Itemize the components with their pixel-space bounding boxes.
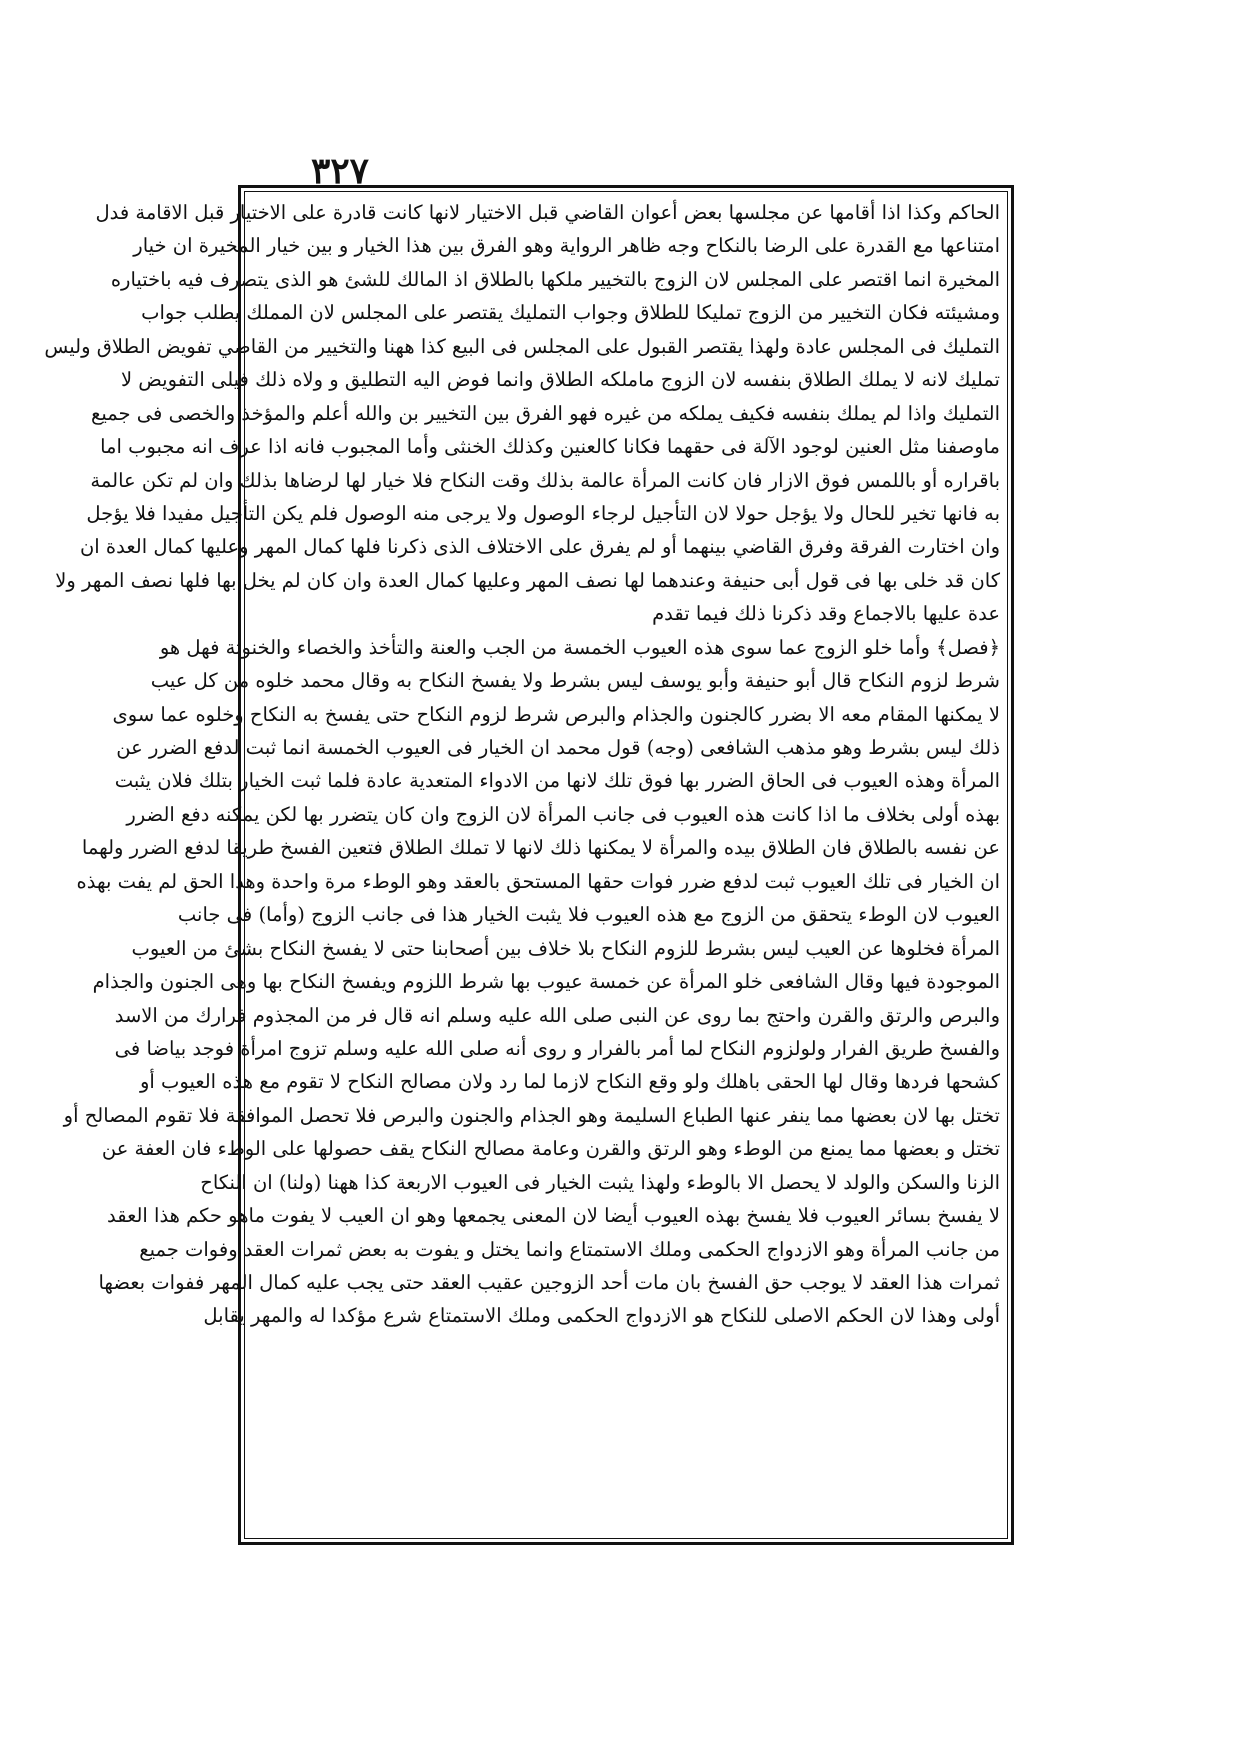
text-line: عدة عليها بالاجماع وقد ذكرنا ذلك فيما تقدم xyxy=(652,602,1000,626)
text-line: امتناعها مع القدرة على الرضا بالنكاح وجه ظاهر الرواية وهو الفرق بين هذا الخيار و بين خيار المخيرة ان خيار xyxy=(133,234,1000,258)
text-line: المرأة وهذه العيوب فى الحاق الضرر بها فوق تلك لانها من الادواء المتعدية عادة فلما ثبت الخيار بتلك فلان يثبت xyxy=(114,769,1000,793)
text-line: به فانها تخير للحال ولا يؤجل حولا لان التأجيل لرجاء الوصول ولا يرجى منه الوصول فلم يكن التأجيل مفيدا فلا يؤجل xyxy=(86,501,1000,525)
text-body xyxy=(44,196,1002,1534)
text-line: تختل و بعضها مما يمنع من الوطء وهو الرتق والقرن وعامة مصالح النكاح يقف حصولها على الوطء فان العفة عن xyxy=(101,1137,1000,1161)
text-line: ثمرات هذا العقد لا يوجب حق الفسخ بان مات أحد الزوجين عقيب العقد حتى يجب عليه كمال المهر ففوات بعضها xyxy=(98,1271,1000,1294)
text-line: تختل بها لان بعضها مما ينفر عنها الطباع السليمة وهو الجذام والجنون والبرص فلا تحصل الموافقة فلا تقوم المصالح أو xyxy=(63,1103,1000,1127)
text-line: العيوب لان الوطء يتحقق من الزوج مع هذه العيوب فلا يثبت الخيار هذا فى جانب الزوج (وأما) فى جانب xyxy=(177,903,1000,927)
text-line: أولى وهذا لان الحكم الاصلى للنكاح هو الازدواج الحكمى وملك الاستمتاع شرع مؤكدا له والمهر يقابل xyxy=(203,1304,1000,1328)
text-line: والبرص والرتق والقرن واحتج بما روى عن النبى صلى الله عليه وسلم انه قال فر من المجذوم فرارك من الاسد xyxy=(114,1003,1000,1027)
text-line: تمليك لانه لا يملك الطلاق بنفسه لان الزوج ماملكه الطلاق وانما فوض اليه التطليق و ولاه ذلك فيلى التفويض لا xyxy=(120,368,1000,392)
text-line: كان قد خلى بها فى قول أبى حنيفة وعندهما لها نصف المهر وعليها كمال العدة وان كان لم يخل بها فلها نصف المهر ولا xyxy=(55,568,1000,592)
text-line: ان الخيار فى تلك العيوب ثبت لدفع ضرر فوات حقها المستحق بالعقد وهو الوطء مرة واحدة وهذا الحق لم يفت بهذه xyxy=(76,869,1000,893)
text-line: كشحها فردها وقال لها الحقى باهلك ولو وقع النكاح لازما لما رد ولان مصالح النكاح لا تقوم مع هذه العيوب أو xyxy=(139,1070,1000,1094)
text-line: بهذه أولى بخلاف ما اذا كانت هذه العيوب فى جانب المرأة لان الزوج وان كان يتضرر بها لكن يمكنه دفع الضرر xyxy=(126,802,1000,826)
text-line: والفسخ طريق الفرار ولولزوم النكاح لما أمر بالفرار و روى أنه صلى الله عليه وسلم تزوج امرأة فوجد بياضا فى xyxy=(114,1036,1000,1060)
text-line: التمليك واذا لم يملك بنفسه فكيف يملكه من غيره فهو الفرق بين التخيير بن والله أعلم والمؤخذ والخصى فى جميع xyxy=(91,401,1000,425)
text-line: المخيرة انما اقتصر على المجلس لان الزوج بالتخيير ملكها بالطلاق اذ المالك للشئ هو الذى يتصرف فيه باختياره xyxy=(110,267,1000,291)
text-line: الزنا والسكن والولد لا يحصل الا بالوطء ولهذا يثبت الخيار فى العيوب الاربعة كذا ههنا (ولنا) ان النكاح xyxy=(200,1170,1000,1194)
text-line: الموجودة فيها وقال الشافعى خلو المرأة عن خمسة عيوب بها شرط اللزوم ويفسخ النكاح بها وهى الجنون والجذام xyxy=(92,970,1000,994)
text-line: ماوصفنا مثل العنين لوجود الآلة فى حقهما فكانا كالعنين وكذلك الخنثى وأما المجبوب فانه اذا عرف انه مجبوب اما xyxy=(100,435,1000,459)
section-heading-line: ﴿فصل﴾ وأما خلو الزوج عما سوى هذه العيوب الخمسة من الجب والعنة والتأخذ والخصاء والخنوثة فهل هو xyxy=(159,635,1000,659)
text-line: التمليك فى المجلس عادة ولهذا يقتصر القبول على المجلس فى البيع كذا ههنا والتخيير من القاضي تفويض الطلاق وليس xyxy=(44,334,1000,358)
text-line: وان اختارت الفرقة وفرق القاضي بينهما أو لم يفرق على الاختلاف الذى ذكرنا فلها كمال المهر وعليها كمال العدة ان xyxy=(79,535,1000,559)
text-line: ذلك ليس بشرط وهو مذهب الشافعى (وجه) قول محمد ان الخيار فى العيوب الخمسة انما ثبت لدفع الضرر عن xyxy=(116,736,1000,759)
text-line: الحاكم وكذا اذا أقامها عن مجلسها بعض أعوان القاضي قبل الاختيار لانها كانت قادرة على الاختيار قبل الاقامة فدل xyxy=(95,201,1000,224)
text-line: عن نفسه بالطلاق فان الطلاق بيده والمرأة لا يمكنها ذلك لانها لا تملك الطلاق فتعين الفسخ طريقا لدفع الضرر ولهما xyxy=(81,836,1000,860)
text-line: من جانب المرأة وهو الازدواج الحكمى وملك الاستمتاع وانما يختل و يفوت به بعض ثمرات العقد وفوات جميع xyxy=(139,1237,1000,1261)
text-line: باقراره أو باللمس فوق الازار فان كانت المرأة عالمة بذلك وقت النكاح فلا خيار لها لرضاها بذلك وان لم تكن عالمة xyxy=(90,468,1000,492)
text-line: لا يفسخ بسائر العيوب فلا يفسخ بهذه العيوب أيضا لان المعنى يجمعها وهو ان العيب لا يفوت ماهو حكم هذا العقد xyxy=(106,1204,1000,1228)
text-line: لا يمكنها المقام معه الا بضرر كالجنون والجذام والبرص شرط لزوم النكاح حتى يفسخ به النكاح وخلوه عما سوى xyxy=(112,702,1000,726)
text-line: المرأة فخلوها عن العيب ليس بشرط للزوم النكاح بلا خلاف بين أصحابنا حتى لا يفسخ النكاح بشئ من العيوب xyxy=(131,936,1000,960)
text-line: شرط لزوم النكاح قال أبو حنيفة وأبو يوسف ليس بشرط ولا يفسخ النكاح به وقال محمد خلوه من كل عيب xyxy=(150,669,1000,693)
page-number: ٣٢٧ xyxy=(310,150,369,192)
text-line: ومشيئته فكان التخيير من الزوج تمليكا للطلاق وجواب التمليك يقتصر على المجلس لان المملك يطلب جواب xyxy=(141,301,1000,325)
